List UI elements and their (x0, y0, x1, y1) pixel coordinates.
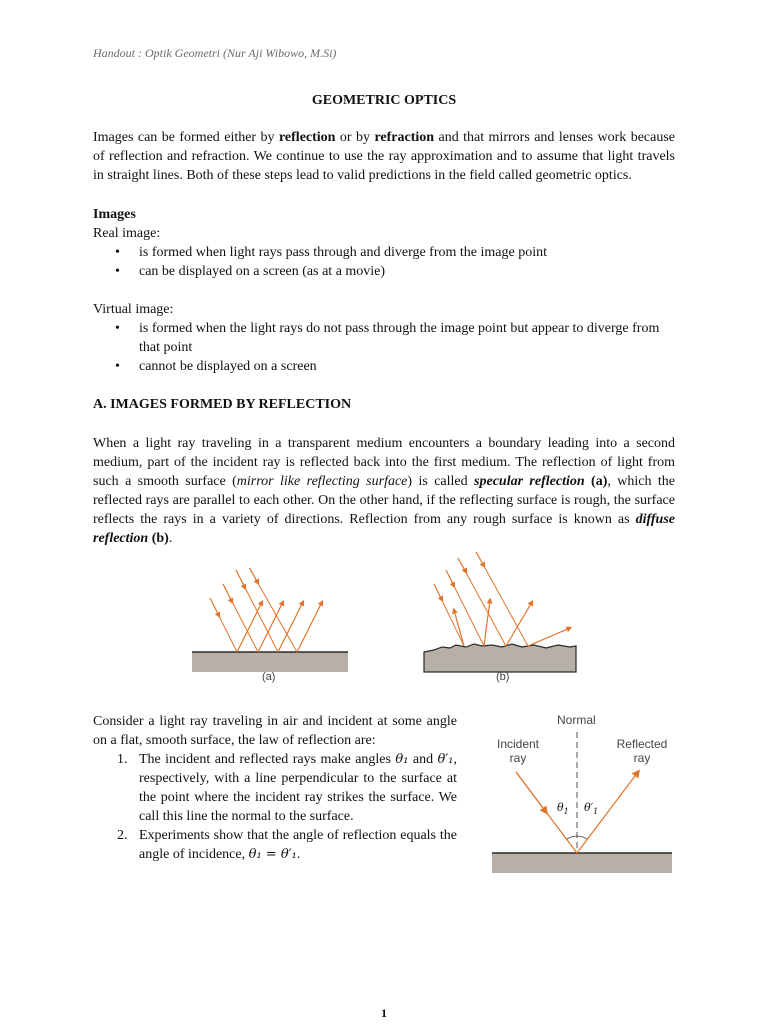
theta1-prime-subscript: 1 (593, 807, 599, 817)
section-a-heading: A. IMAGES FORMED BY REFLECTION (93, 397, 352, 412)
theta1-prime-label (584, 801, 598, 816)
mirror-surface (492, 853, 672, 873)
figure-label-b: (b) (496, 671, 510, 683)
reflected-arrow (297, 602, 322, 652)
incident-label-line-2: ray (509, 751, 527, 765)
incident-arrow (223, 584, 232, 602)
figure-specular-reflection (190, 568, 352, 688)
rough-surface (424, 644, 576, 672)
incident-arrow (446, 570, 454, 586)
law-item-1-text-c: , respectively, with a line perpendicular to the surface at the point where the incident ray strikes the surface. We call this line the normal to the surface. (139, 752, 457, 824)
reflected-arrow (237, 602, 262, 652)
images-section (93, 205, 683, 376)
reflected-arrow (278, 602, 303, 652)
list-item (93, 750, 457, 826)
page-number: 1 (381, 1006, 387, 1020)
intro-text-2: or by (335, 130, 375, 145)
specular-reflection-term: specular reflection (474, 474, 585, 489)
reflected-ray-label (612, 737, 672, 765)
law-item-1-text-a: The incident and reflected rays make angles (139, 752, 396, 767)
reflected-label-line-2: ray (633, 751, 651, 765)
intro-bold-reflection: reflection (278, 130, 336, 145)
incident-arrow (210, 598, 219, 616)
reflected-label-line-1: Reflected (616, 737, 668, 751)
incident-arrow (516, 772, 546, 812)
reflected-arrow (258, 602, 283, 652)
figure-label-a: (a) (262, 671, 276, 683)
intro-paragraph (93, 128, 675, 185)
real-image-list (93, 243, 683, 281)
section-a-text-3: , which the reflected rays are parallel to each other. On the other hand, if the reflecting surface is rough, the surface reflects the rays in a variety of directions. Reflection from any rough surface is known as (93, 474, 676, 527)
intro-text-1: Images can be formed either by (93, 130, 279, 145)
incident-arrow (476, 552, 484, 566)
law-intro: Consider a light ray traveling in air and incident at some angle on a flat, smooth surface, the law of reflection are: (93, 714, 457, 748)
incident-arrow (434, 584, 442, 600)
figure-diffuse-reflection (420, 552, 582, 676)
diffuse-ref-b: (b) (148, 531, 169, 546)
normal-label: Normal (557, 713, 596, 727)
incident-label-line-1: Incident (496, 737, 540, 751)
images-heading: Images (93, 207, 136, 222)
list-item: • can be displayed on a screen (as at a movie) (93, 262, 683, 281)
theta1-prime-symbol: θ′ (584, 801, 594, 814)
real-image-label: Real image: (93, 226, 161, 241)
law-item-2-number: 2. (117, 828, 128, 843)
law-item-1-theta1-prime: θ′₁ (437, 752, 454, 767)
section-a-text-1: When a light ray traveling in a transparent medium encounters a boundary leading into a second medium, part of the incident ray is reflected back into the first medium. The reflection of light from such a smooth surface ( (93, 436, 675, 489)
incident-arrow (458, 558, 466, 572)
page-header: Handout : Optik Geometri (Nur Aji Wibowo, M.Si) (93, 46, 337, 60)
incident-ray-label (492, 737, 544, 765)
law-list (93, 750, 457, 864)
incident-arrow (236, 570, 245, 588)
intro-bold-refraction: refraction (374, 130, 435, 145)
law-item-2-text-b: . (296, 847, 301, 862)
incident-arrow (248, 568, 258, 583)
list-item: • is formed when the light rays do not pass through the image point but appear to diverge from that point (93, 319, 683, 357)
smooth-surface (192, 652, 348, 672)
law-item-2-text-a: Experiments show that the angle of reflection equals the angle of incidence, (139, 828, 457, 862)
theta1-subscript: 1 (563, 807, 569, 817)
theta1-label (557, 801, 569, 816)
theta1-symbol: θ (557, 801, 564, 814)
specular-ref-a: (a) (584, 474, 608, 489)
section-a-text-2: ) is called (407, 474, 475, 489)
reflected-arrow (528, 628, 570, 646)
section-a-paragraph (93, 434, 675, 548)
law-item-1-number: 1. (117, 752, 128, 767)
reflected-arrow (506, 602, 532, 646)
law-item-1-text-b: and (408, 752, 438, 767)
law-item-2-equation: θ₁ = θ′₁ (248, 847, 297, 862)
virtual-image-label: Virtual image: (93, 302, 174, 317)
section-a-text-4: . (168, 531, 173, 546)
law-item-1-theta1: θ₁ (395, 752, 409, 767)
page-title: GEOMETRIC OPTICS (311, 93, 457, 108)
intro-text-3: and that mirrors and lenses work because of reflection and refraction. We continue to use the ray approximation and to assume that light travels in straight lines. Both of these steps lead to valid predictions in the field called geometric optics. (93, 130, 675, 183)
list-item (93, 826, 457, 864)
diffuse-reflection-term: diffuse reflection (93, 512, 675, 546)
list-item: • cannot be displayed on a screen (93, 357, 683, 376)
figure-law-of-reflection (488, 708, 678, 878)
virtual-image-list (93, 319, 683, 376)
list-item: • is formed when light rays pass through and diverge from the image point (93, 243, 683, 262)
section-a-italic: mirror like reflecting surface (236, 474, 408, 489)
